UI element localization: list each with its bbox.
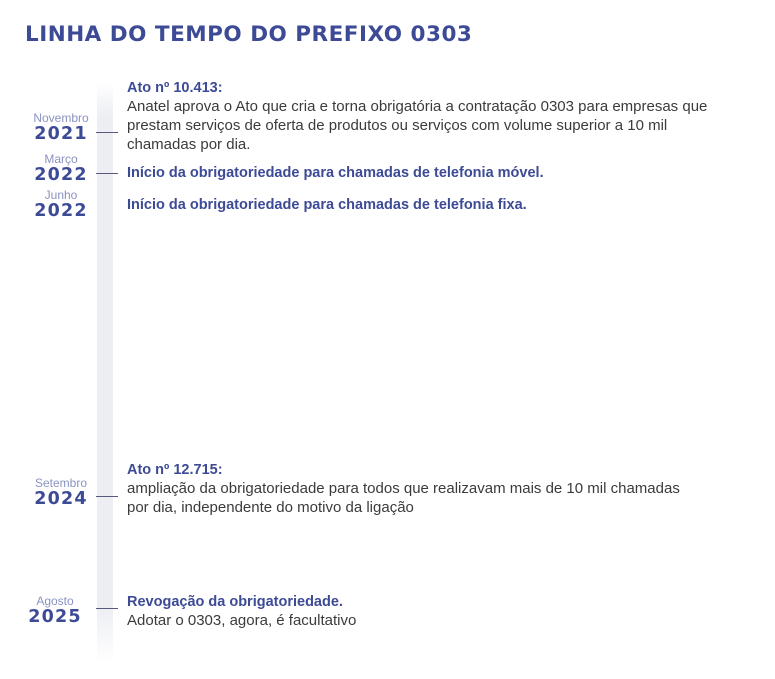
event-description: Adotar o 0303, agora, é facultativo — [127, 612, 357, 629]
event-heading: Revogação da obrigatoriedade. — [127, 594, 343, 610]
event-month: Março — [44, 152, 78, 166]
event-date — [10, 595, 100, 627]
event-heading: Ato nº 12.715: — [127, 462, 223, 478]
event-date — [16, 477, 106, 509]
event-month: Setembro — [34, 476, 88, 490]
event-heading: Início da obrigatoriedade para chamadas de telefonia fixa. — [127, 197, 527, 213]
event-connector — [96, 496, 118, 497]
event-month: Novembro — [33, 111, 89, 125]
event-description: Anatel aprova o Ato que cria e torna obrigatória a contratação 0303 para empresas que prestam serviços de oferta de produtos ou serviços com volume superior a 10 mil chamadas por dia. — [127, 98, 708, 153]
event-connector — [96, 608, 118, 609]
event-connector — [96, 132, 118, 133]
page-title: LINHA DO TEMPO DO PREFIXO 0303 — [25, 22, 473, 47]
event-heading: Início da obrigatoriedade para chamadas de telefonia móvel. — [127, 165, 544, 181]
event-year: 2025 — [28, 607, 82, 627]
event-content — [127, 593, 727, 630]
event-connector — [96, 173, 118, 174]
event-year: 2021 — [34, 124, 88, 144]
event-content — [127, 79, 727, 154]
event-description: ampliação da obrigatoriedade para todos que realizavam mais de 10 mil chamadas por dia, independente do motivo da ligação — [127, 480, 680, 516]
event-year: 2022 — [34, 201, 88, 221]
event-month: Junho — [44, 188, 78, 202]
event-year: 2022 — [34, 165, 88, 185]
event-year: 2024 — [34, 489, 88, 509]
event-content — [127, 164, 727, 182]
event-content — [127, 461, 727, 517]
event-heading: Ato nº 10.413: — [127, 80, 223, 96]
event-date — [16, 112, 106, 144]
event-month: Agosto — [36, 594, 74, 608]
event-date — [16, 189, 106, 221]
event-date — [16, 153, 106, 185]
event-content — [127, 196, 727, 214]
